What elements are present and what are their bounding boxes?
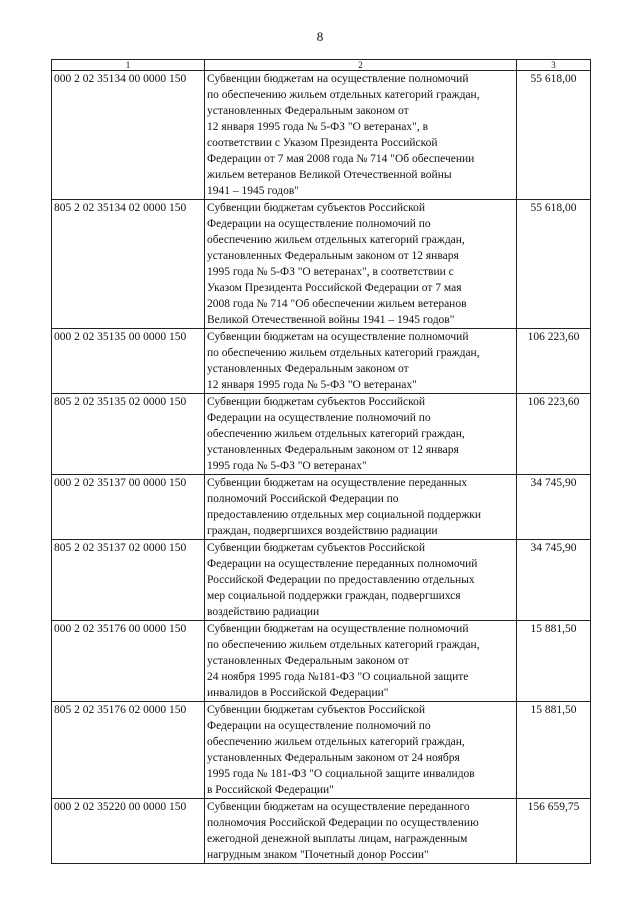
budget-code: 000 2 02 35176 00 0000 150	[52, 621, 205, 702]
description-cell	[205, 475, 517, 540]
description-cell	[205, 71, 517, 200]
amount: 106 223,60	[517, 394, 591, 475]
amount: 106 223,60	[517, 329, 591, 394]
description-line: Великой Отечественной войны 1941 – 1945 годов"	[207, 314, 455, 326]
budget-table	[51, 59, 591, 864]
description-line: обеспечению жильем отдельных категорий граждан,	[207, 736, 465, 748]
description-line: 1995 года № 181-ФЗ "О социальной защите инвалидов	[207, 768, 475, 780]
table-body	[52, 71, 591, 864]
description-line: 12 января 1995 года № 5-ФЗ "О ветеранах", в	[207, 121, 429, 133]
amount: 15 881,50	[517, 702, 591, 799]
budget-code: 000 2 02 35220 00 0000 150	[52, 799, 205, 864]
description-line: инвалидов в Российской Федерации"	[207, 687, 389, 699]
table-row	[52, 540, 591, 621]
description-line: граждан, подвергшихся воздействию радиации	[207, 525, 438, 537]
description-line: 2008 года № 714 "Об обеспечении жильем ветеранов	[207, 298, 467, 310]
description-line: Субвенции бюджетам на осуществление полномочий	[207, 331, 469, 343]
table-row	[52, 71, 591, 200]
description-line: обеспечению жильем отдельных категорий граждан,	[207, 428, 465, 440]
description-cell	[205, 702, 517, 799]
description-line: Указом Президента Российской Федерации от 7 мая	[207, 282, 462, 294]
table-row	[52, 475, 591, 540]
column-header-3: 3	[517, 60, 591, 71]
amount: 15 881,50	[517, 621, 591, 702]
description-line: 24 ноября 1995 года №181-ФЗ "О социальной защите	[207, 671, 469, 683]
table-row	[52, 394, 591, 475]
description-line: обеспечению жильем отдельных категорий граждан,	[207, 234, 465, 246]
description-cell	[205, 394, 517, 475]
description-line: Федерации на осуществление полномочий по	[207, 720, 431, 732]
description-line: установленных Федеральным законом от	[207, 363, 409, 375]
description-line: воздействию радиации	[207, 606, 320, 618]
description-line: установленных Федеральным законом от 12 января	[207, 250, 459, 262]
description-line: мер социальной поддержки граждан, подвергшихся	[207, 590, 461, 602]
table-row	[52, 329, 591, 394]
description-line: Субвенции бюджетам на осуществление переданных	[207, 477, 468, 489]
description-line: Субвенции бюджетам на осуществление переданного	[207, 801, 470, 813]
column-header-2: 2	[205, 60, 517, 71]
amount: 55 618,00	[517, 200, 591, 329]
description-line: Федерации на осуществление переданных полномочий	[207, 558, 478, 570]
budget-code: 805 2 02 35137 02 0000 150	[52, 540, 205, 621]
budget-code: 805 2 02 35134 02 0000 150	[52, 200, 205, 329]
budget-code: 805 2 02 35176 02 0000 150	[52, 702, 205, 799]
budget-code: 000 2 02 35134 00 0000 150	[52, 71, 205, 200]
description-line: 1995 года № 5-ФЗ "О ветеранах", в соответствии с	[207, 266, 454, 278]
description-line: 12 января 1995 года № 5-ФЗ "О ветеранах"	[207, 379, 417, 391]
description-line: Федерации на осуществление полномочий по	[207, 412, 431, 424]
description-line: в Российской Федерации"	[207, 784, 334, 796]
description-line: полномочия Российской Федерации по осуществлению	[207, 817, 479, 829]
budget-code: 805 2 02 35135 02 0000 150	[52, 394, 205, 475]
description-line: по обеспечению жильем отдельных категорий граждан,	[207, 89, 480, 101]
description-line: Субвенции бюджетам субъектов Российской	[207, 704, 426, 716]
description-cell	[205, 621, 517, 702]
table-header	[52, 60, 591, 71]
amount: 156 659,75	[517, 799, 591, 864]
description-line: Субвенции бюджетам на осуществление полномочий	[207, 73, 469, 85]
description-line: нагрудным знаком "Почетный донор России"	[207, 849, 429, 861]
description-cell	[205, 200, 517, 329]
description-line: Субвенции бюджетам субъектов Российской	[207, 396, 426, 408]
description-line: 1995 года № 5-ФЗ "О ветеранах"	[207, 460, 367, 472]
description-line: установленных Федеральным законом от	[207, 655, 409, 667]
description-line: жильем ветеранов Великой Отечественной войны	[207, 169, 452, 181]
description-line: ежегодной денежной выплаты лицам, награжденным	[207, 833, 468, 845]
description-line: предоставлению отдельных мер социальной поддержки	[207, 509, 482, 521]
description-line: соответствии с Указом Президента Российской	[207, 137, 438, 149]
table-row	[52, 799, 591, 864]
description-line: Субвенции бюджетам субъектов Российской	[207, 202, 426, 214]
description-line: установленных Федеральным законом от 12 января	[207, 444, 459, 456]
description-line: по обеспечению жильем отдельных категорий граждан,	[207, 639, 480, 651]
table-row	[52, 621, 591, 702]
description-line: Федерации от 7 мая 2008 года № 714 "Об обеспечении	[207, 153, 475, 165]
table-row	[52, 702, 591, 799]
amount: 55 618,00	[517, 71, 591, 200]
description-line: Федерации на осуществление полномочий по	[207, 218, 431, 230]
page-number: 8	[316, 29, 324, 44]
description-line: 1941 – 1945 годов"	[207, 185, 299, 197]
description-line: Российской Федерации по предоставлению отдельных	[207, 574, 475, 586]
description-line: по обеспечению жильем отдельных категорий граждан,	[207, 347, 480, 359]
description-cell	[205, 329, 517, 394]
amount: 34 745,90	[517, 475, 591, 540]
description-line: полномочий Российской Федерации по	[207, 493, 399, 505]
description-line: установленных Федеральным законом от	[207, 105, 409, 117]
description-cell	[205, 799, 517, 864]
budget-code: 000 2 02 35137 00 0000 150	[52, 475, 205, 540]
budget-code: 000 2 02 35135 00 0000 150	[52, 329, 205, 394]
amount: 34 745,90	[517, 540, 591, 621]
description-line: установленных Федеральным законом от 24 ноября	[207, 752, 460, 764]
table-row	[52, 200, 591, 329]
description-line: Субвенции бюджетам субъектов Российской	[207, 542, 426, 554]
description-cell	[205, 540, 517, 621]
column-header-1: 1	[52, 60, 205, 71]
description-line: Субвенции бюджетам на осуществление полномочий	[207, 623, 469, 635]
